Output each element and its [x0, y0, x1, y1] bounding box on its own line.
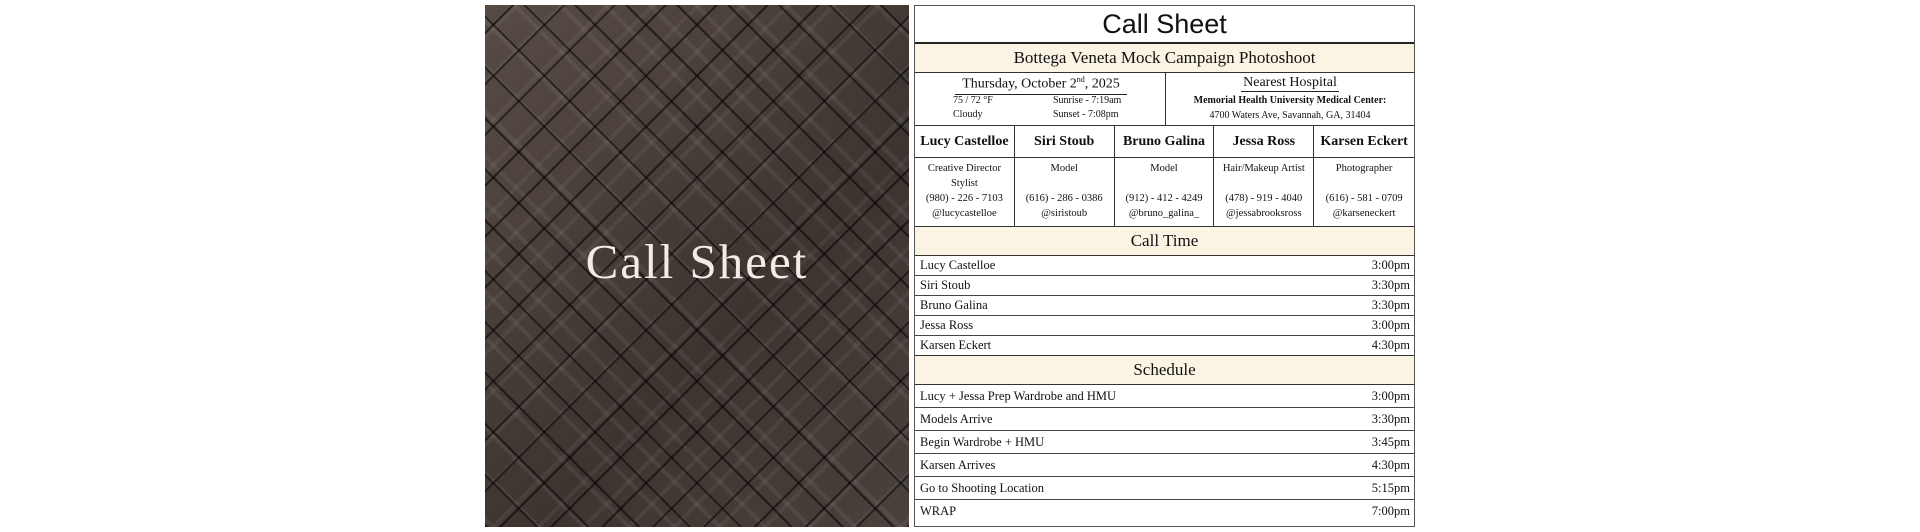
info-row: [915, 73, 1414, 126]
sunset-time: Sunset - 7:08pm: [1053, 109, 1119, 120]
crew-phone: (980) - 226 - 7103: [925, 193, 1003, 204]
sheet-title: Call Sheet: [915, 6, 1414, 44]
list-item: Jessa Ross 3:00pm: [915, 316, 1414, 336]
hospital-address: 4700 Waters Ave, Savannah, GA, 31404: [1209, 110, 1371, 121]
list-item: WRAP 7:00pm: [920, 503, 1410, 518]
shoot-date: Thursday, October 2nd, 2025: [955, 75, 1127, 95]
crew-phone: (478) - 919 - 4040: [1225, 193, 1303, 204]
list-item: Lucy + Jessa Prep Wardrobe and HMU 3:00pm: [915, 385, 1414, 408]
temperature: 75 / 72 °F: [953, 95, 993, 106]
crew-member: [915, 126, 1015, 226]
list-item: Models Arrive 3:30pm: [915, 408, 1414, 431]
crew-member: [1015, 126, 1115, 226]
schedule-list: [915, 385, 1414, 522]
list-item: Karsen Arrives 4:30pm: [915, 454, 1414, 477]
cover-title: Call Sheet: [585, 234, 809, 289]
crew-phone: (616) - 286 - 0386: [1025, 193, 1103, 204]
crew-name: Karsen Eckert: [1314, 126, 1414, 158]
list-item: Siri Stoub 3:30pm: [915, 276, 1414, 296]
crew-name: Jessa Ross: [1214, 126, 1313, 158]
crew-name: Siri Stoub: [1015, 126, 1114, 158]
crew-member: [1115, 126, 1215, 226]
crew-handle: @karseneckert: [1332, 208, 1396, 219]
date-weather: [915, 73, 1166, 125]
weather-condition: Cloudy: [953, 109, 983, 120]
crew-phone: (912) - 412 - 4249: [1125, 193, 1203, 204]
crew-role: Photographer: [1335, 163, 1393, 174]
crew-handle: @siristoub: [1041, 208, 1088, 219]
hospital-heading: Nearest Hospital: [1243, 75, 1337, 90]
schedule-heading: Schedule: [915, 355, 1414, 385]
list-item: Lucy Castelloe 3:00pm: [915, 256, 1414, 276]
nearest-hospital: [1166, 73, 1414, 125]
crew-name: Lucy Castelloe: [915, 126, 1014, 158]
crew-handle: @lucycastelloe: [932, 208, 997, 219]
call-time-list: [915, 256, 1414, 355]
call-time-heading: Call Time: [915, 227, 1414, 256]
crew-table: [915, 126, 1414, 227]
list-item: Bruno Galina 3:30pm: [915, 296, 1414, 316]
list-item: Begin Wardrobe + HMU 3:45pm: [915, 431, 1414, 454]
call-sheet: [914, 5, 1415, 527]
crew-role: Creative Director Stylist: [927, 163, 1001, 189]
crew-member: [1214, 126, 1314, 226]
crew-handle: @bruno_galina_: [1128, 208, 1200, 219]
project-title: Bottega Veneta Mock Campaign Photoshoot: [915, 44, 1414, 73]
crew-role: Hair/Makeup Artist: [1222, 163, 1305, 174]
crew-role: Model: [1150, 163, 1178, 174]
cover-image: [485, 5, 909, 527]
crew-role: Model: [1050, 163, 1078, 174]
list-item: Go to Shooting Location 5:15pm: [915, 477, 1414, 500]
crew-phone: (616) - 581 - 0709: [1325, 193, 1403, 204]
crew-name: Bruno Galina: [1115, 126, 1214, 158]
hospital-name: Memorial Health University Medical Center:: [1193, 95, 1387, 106]
crew-member: [1314, 126, 1414, 226]
sunrise-time: Sunrise - 7:19am: [1053, 95, 1122, 106]
list-item: Karsen Eckert 4:30pm: [920, 338, 1410, 352]
crew-handle: @jessabrooksross: [1225, 208, 1302, 219]
